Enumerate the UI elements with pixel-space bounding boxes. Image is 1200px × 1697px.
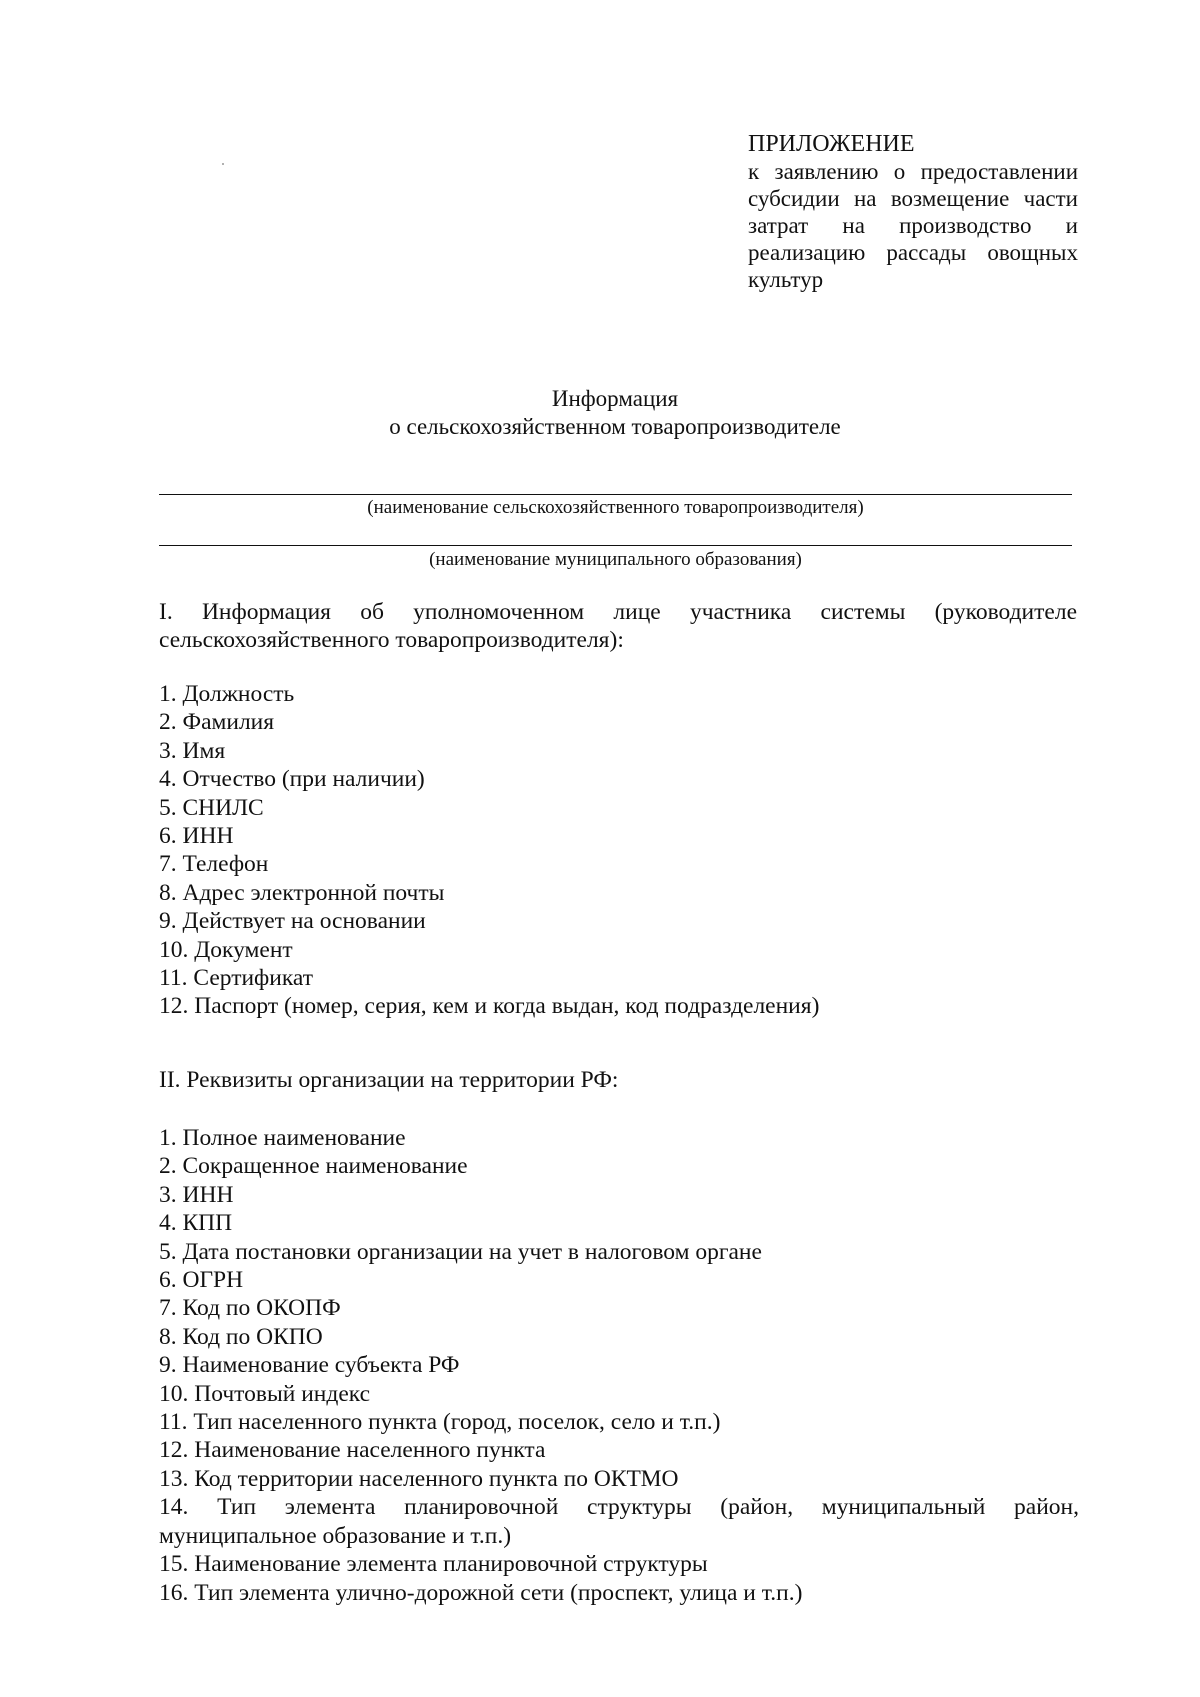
list-item: 11. Сертификат [159, 965, 314, 992]
appendix-heading: ПРИЛОЖЕНИЕ [748, 131, 915, 157]
list-item: 3. Имя [159, 737, 226, 764]
producer-name-line [159, 494, 1072, 495]
list-item: 9. Наименование субъекта РФ [159, 1352, 460, 1379]
section-1-list [159, 680, 1079, 1021]
list-item: 7. Код по ОКОПФ [159, 1295, 341, 1322]
list-item: 10. Почтовый индекс [159, 1380, 371, 1407]
list-item: 3. ИНН [159, 1181, 234, 1208]
municipality-name-line [159, 545, 1072, 546]
document-subtitle: о сельскохозяйственном товаропроизводителе [389, 414, 841, 439]
list-item: 4. Отчество (при наличии) [159, 766, 425, 793]
list-item: 12. Наименование населенного пункта [159, 1437, 546, 1464]
list-item: 13. Код территории населенного пункта по ОКТМО [159, 1465, 679, 1492]
appendix-text: к заявлению о предоставлении субсидии на возмещение части затрат на производство и реализацию рассады овощных культур [748, 159, 1078, 292]
list-item: 4. КПП [159, 1210, 233, 1237]
list-item: 5. Дата постановки организации на учет в налоговом органе [159, 1238, 762, 1265]
appendix-block [748, 130, 1078, 293]
list-item: 11. Тип населенного пункта (город, поселок, село и т.п.) [159, 1409, 721, 1436]
list-item: 6. ИНН [159, 823, 234, 850]
list-item: 8. Адрес электронной почты [159, 879, 445, 906]
list-item: 9. Действует на основании [159, 908, 426, 935]
list-item: 1. Полное наименование [159, 1125, 406, 1151]
list-item: 5. СНИЛС [159, 794, 264, 821]
list-item: 10. Документ [159, 936, 293, 963]
producer-name-caption: (наименование сельскохозяйственного товаропроизводителя) [367, 497, 864, 518]
document-title: Информация [551, 386, 679, 411]
list-item: 1. Должность [159, 681, 295, 707]
list-item: 6. ОГРН [159, 1267, 244, 1294]
list-item: 2. Фамилия [159, 709, 275, 736]
list-item: 2. Сокращенное наименование [159, 1153, 468, 1180]
section-1-heading: I. Информация об уполномоченном лице участника системы (руководителе сельскохозяйственного товаропроизводителя): [159, 599, 1077, 653]
list-item: 14. Тип элемента планировочной структуры (район, муниципальный район, муниципальное образование и т.п.) [159, 1494, 1079, 1549]
scan-speck [222, 163, 224, 165]
list-item: 8. Код по ОКПО [159, 1323, 323, 1350]
section-2-heading: II. Реквизиты организации на территории РФ: [159, 1067, 619, 1093]
municipality-name-caption: (наименование муниципального образования) [429, 549, 802, 570]
section-2-list [159, 1124, 1079, 1607]
list-item: 12. Паспорт (номер, серия, кем и когда выдан, код подразделения) [159, 993, 820, 1020]
list-item: 16. Тип элемента улично-дорожной сети (проспект, улица и т.п.) [159, 1579, 803, 1606]
list-item: 15. Наименование элемента планировочной структуры [159, 1551, 708, 1578]
list-item: 7. Телефон [159, 851, 269, 878]
